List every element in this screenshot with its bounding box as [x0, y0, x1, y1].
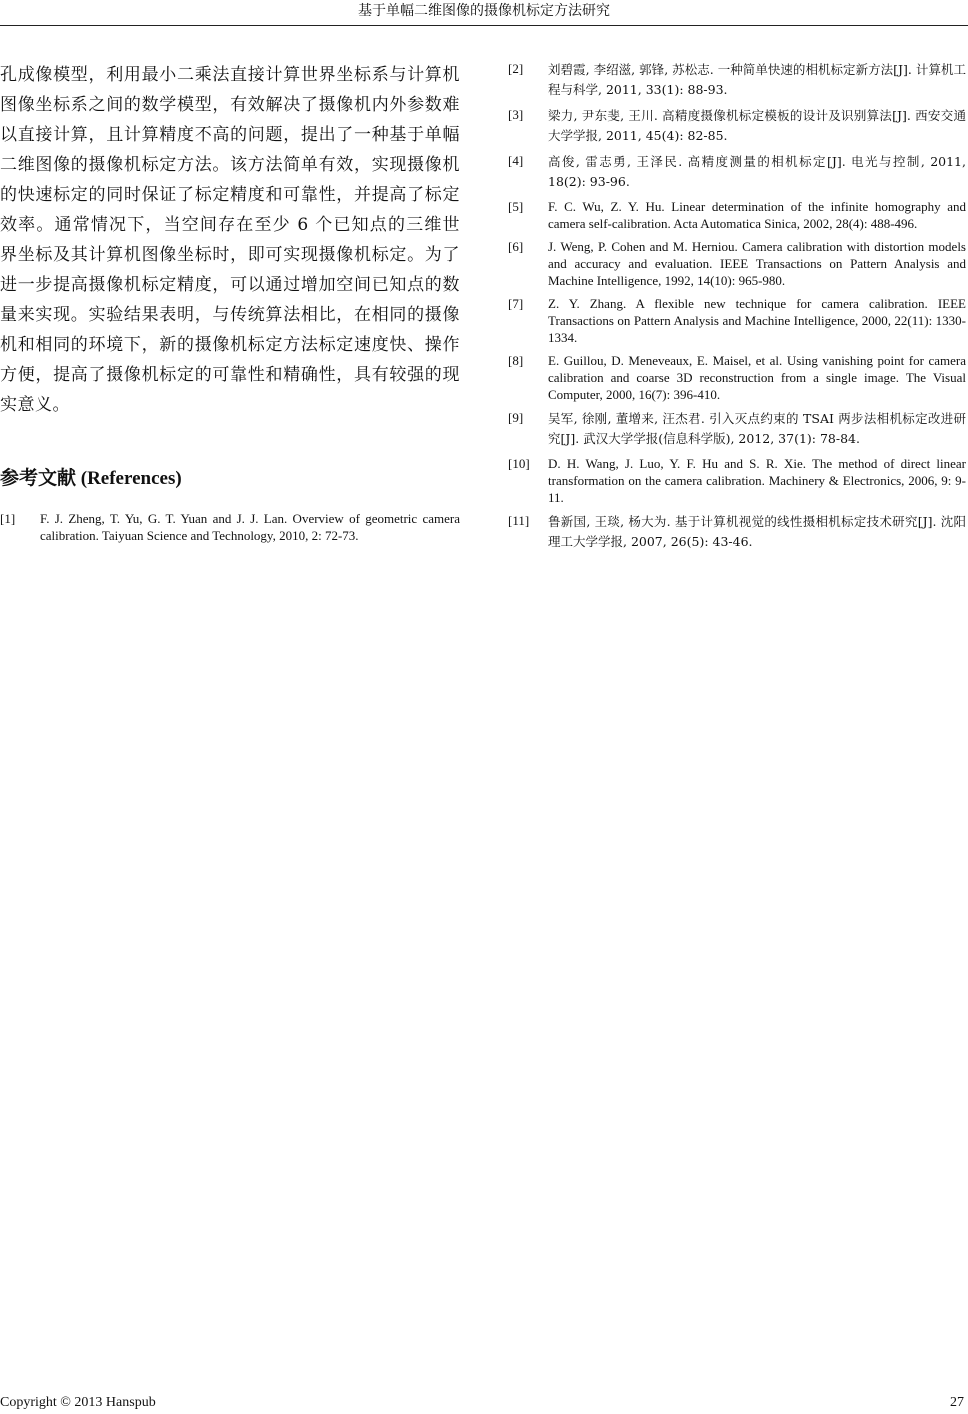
reference-text: E. Guillou, D. Meneveaux, E. Maisel, et al. Using vanishing point for camera calibration and coarse 3D reconstruction from a single image. The Visual Computer, 2000, 16(7): 396-410.	[548, 353, 966, 402]
reference-text: 吴军, 徐刚, 董增来, 汪杰君. 引入灭点约束的 TSAI 两步法相机标定改进研究[J]. 武汉大学学报(信息科学版), 2012, 37(1): 78-84.	[548, 411, 966, 446]
body-paragraph: 孔成像模型，利用最小二乘法直接计算世界坐标系与计算机图像坐标系之间的数学模型，有效解决了摄像机内外参数难以直接计算，且计算精度不高的问题，提出了一种基于单幅二维图像的摄像机标定方法。该方法简单有效，实现摄像机的快速标定的同时保证了标定精度和可靠性，并提高了标定效率。通常情况下，当空间存在至少 6 个已知点的三维世界坐标及其计算机图像坐标时，即可实现摄像机标定。为了进一步提高摄像机标定精度，可以通过增加空间已知点的数量来实现。实验结果表明，与传统算法相比，在相同的摄像机和相同的环境下，新的摄像机标定方法标定速度快、操作方便，提高了摄像机标定的可靠性和精确性，具有较强的现实意义。	[0, 65, 460, 415]
reference-item	[508, 198, 966, 232]
reference-number: [6]	[508, 239, 524, 254]
reference-number: [1]	[0, 511, 16, 526]
reference-item	[508, 295, 966, 346]
reference-number: [7]	[508, 296, 524, 311]
reference-text: 高俊, 雷志勇, 王泽民. 高精度测量的相机标定[J]. 电光与控制, 2011, 18(2): 93-96.	[548, 154, 966, 189]
reference-number: [5]	[508, 199, 524, 214]
reference-number: [11]	[508, 513, 530, 528]
reference-list-left	[0, 510, 460, 544]
reference-number: [2]	[508, 61, 524, 76]
running-title: 基于单幅二维图像的摄像机标定方法研究	[358, 3, 610, 19]
reference-number: [3]	[508, 107, 524, 122]
reference-number: [4]	[508, 153, 524, 168]
reference-item	[508, 352, 966, 403]
reference-item	[508, 455, 966, 506]
reference-text: Z. Y. Zhang. A flexible new technique for camera calibration. IEEE Transactions on Pattern Analysis and Machine Intelligence, 2000, 22(11): 1330-1334.	[548, 296, 966, 345]
reference-number: [8]	[508, 353, 524, 368]
reference-text: D. H. Wang, J. Luo, Y. F. Hu and S. R. Xie. The method of direct linear transformation on the camera calibration. Machinery & Electronics, 2006, 9: 9-11.	[548, 456, 966, 505]
left-column	[0, 60, 460, 550]
reference-item	[508, 60, 966, 100]
page-number: 27	[950, 1395, 964, 1410]
reference-text: F. C. Wu, Z. Y. Hu. Linear determination of the infinite homography and camera self-calibration. Acta Automatica Sinica, 2002, 28(4): 488-496.	[548, 199, 966, 231]
reference-item	[508, 512, 966, 552]
header-rule	[0, 25, 968, 26]
reference-text: J. Weng, P. Cohen and M. Herniou. Camera calibration with distortion models and accuracy and evaluation. IEEE Transactions on Pattern Analysis and Machine Intelligence, 1992, 14(10): 965-980.	[548, 239, 966, 288]
reference-item	[508, 409, 966, 449]
copyright-notice: Copyright © 2013 Hanspub	[0, 1395, 156, 1410]
reference-number: [9]	[508, 410, 524, 425]
reference-text: 鲁新国, 王琰, 杨大为. 基于计算机视觉的线性摄相机标定技术研究[J]. 沈阳理工大学学报, 2007, 26(5): 43-46.	[548, 514, 966, 549]
references-heading: 参考文献 (References)	[0, 468, 182, 489]
reference-item	[0, 510, 460, 544]
reference-item	[508, 152, 966, 192]
reference-text: 梁力, 尹东斐, 王川. 高精度摄像机标定模板的设计及识别算法[J]. 西安交通大学学报, 2011, 45(4): 82-85.	[548, 108, 966, 143]
reference-number: [10]	[508, 456, 530, 471]
reference-text: F. J. Zheng, T. Yu, G. T. Yuan and J. J. Lan. Overview of geometric camera calibration. Taiyuan Science and Technology, 2010, 2: 72-73.	[40, 511, 460, 543]
reference-item	[508, 106, 966, 146]
reference-list-right	[508, 60, 966, 552]
right-column	[508, 60, 966, 558]
reference-item	[508, 238, 966, 289]
reference-text: 刘碧霞, 李绍滋, 郭锋, 苏松志. 一种简单快速的相机标定新方法[J]. 计算机工程与科学, 2011, 33(1): 88-93.	[548, 62, 966, 97]
